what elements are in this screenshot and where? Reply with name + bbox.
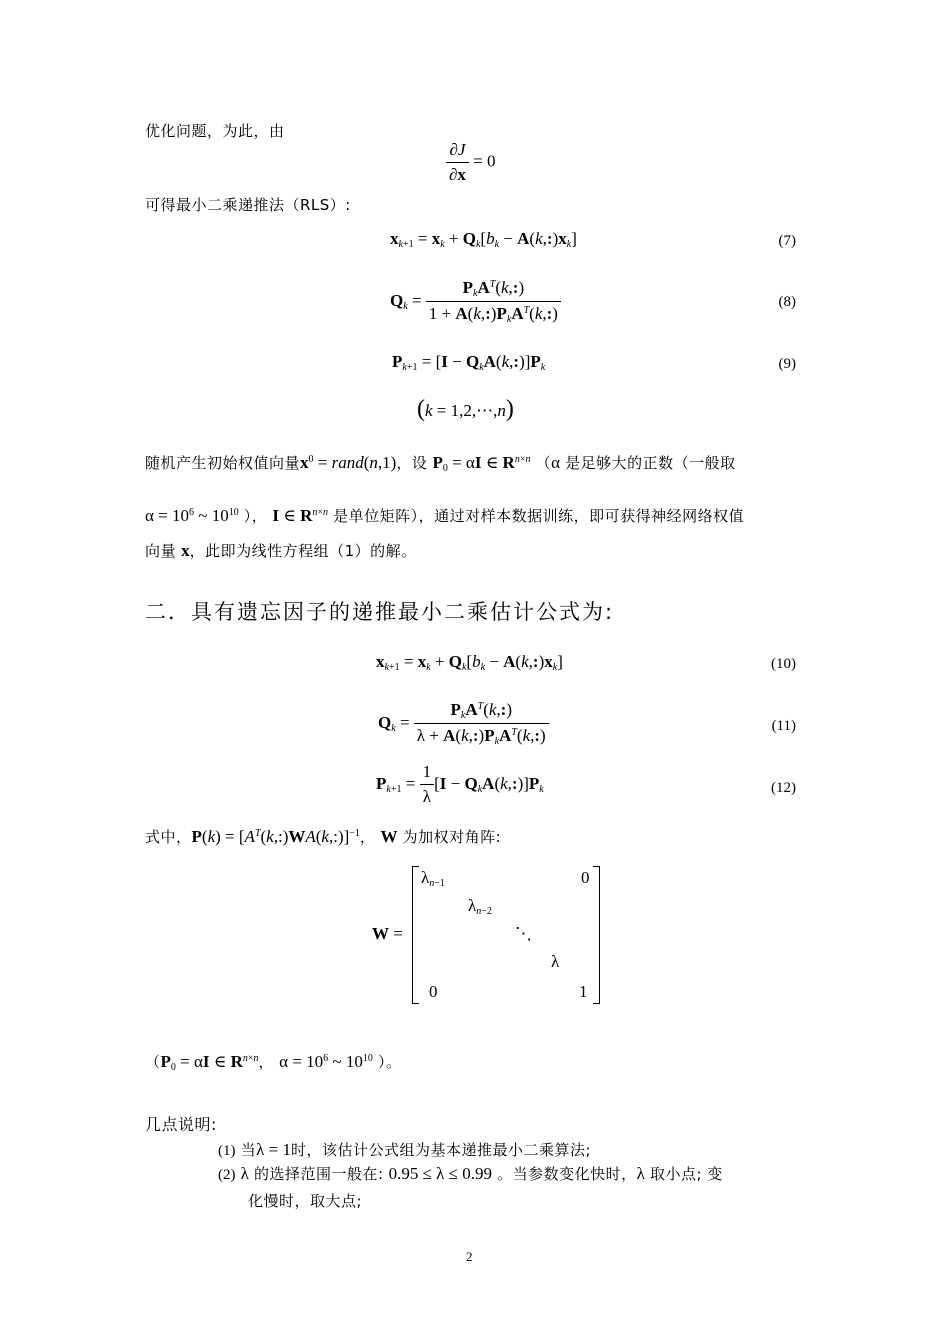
paragraph-initialization-line2: $\alpha = 10^6$ ~ $10^{10}$ ）， I ∈ $R^{n\times n}$ 是单位矩阵），通过对样本数据训练，即可获得神经网络权值 [145, 506, 745, 525]
matrix-entry: 0 [429, 982, 438, 1001]
equation-number: (9) [778, 356, 796, 372]
matrix-entry: $\lambda_{n-2}$ [468, 896, 492, 917]
equation-10: $x_{k+1} = x_k + Q_k[b_k$ − $A(k,:)x_k$] [376, 652, 563, 673]
equation-number: (8) [778, 294, 796, 310]
paragraph-initialization-line1: 随机产生初始权值向量$x^0$ = rand(n,1)，设 $P_0 = \alpha I$ ∈ $R^{n\times n}$ （α 是足够大的正数（一般取 [145, 453, 736, 474]
matrix-entry: λ [551, 952, 560, 971]
equation-7: $x_{k+1} = x_k + Q_k[b_k$ − $A(k,:)x_k$] [390, 229, 577, 250]
gradient-equation: $\frac{\partial J}{\partial x}$ = 0 [446, 140, 496, 185]
matrix-entry: 1 [579, 982, 588, 1001]
equation-number: (11) [771, 718, 796, 734]
matrix-entry: 0 [581, 868, 590, 887]
section-heading: 二．具有遗忘因子的递推最小二乘估计公式为: [145, 600, 615, 624]
equation-8: $Q_k$ = $\frac{P_kA^T(k,:)}{1 + A(k,:)P_kA^T(k,:)}$ [390, 278, 561, 325]
equation-9: $P_{k+1} = [I$ − $Q_kA(k,:)]P_k$ [392, 352, 546, 373]
matrix-entry: $\lambda_{n-1}$ [421, 868, 445, 889]
note-1: (1) 当λ = 1时，该估计公式组为基本递推最小二乘算法; [218, 1140, 592, 1159]
index-range: (k = 1,2,⋯,n) [417, 396, 514, 422]
equation-number: (7) [778, 233, 796, 249]
note-2: (2) λ 的选择范围一般在: 0.95 ≤ λ ≤ 0.99 。当参数变化快时，λ 取小点; 变 [218, 1164, 723, 1183]
paragraph-parameter-note: （$P_0 = \alpha I$ ∈ $R^{n\times n}$， $\alpha = 10^6$ ~ $10^{10}$ ）。 [145, 1052, 402, 1073]
matrix-label: W = [372, 924, 403, 943]
page-number: 2 [466, 1249, 473, 1264]
notes-title: 几点说明: [145, 1115, 217, 1134]
paragraph-weight-definition: 式中，$P(k) = [A^T(k,:)WA(k,:)]^{-1}$， W 为加权对角阵: [145, 827, 502, 846]
paragraph-rls-intro: 可得最小二乘递推法（RLS）: [145, 196, 351, 214]
note-2-continued: 化慢时，取大点; [248, 1192, 363, 1210]
weight-matrix [412, 866, 600, 1004]
equation-11: $Q_k$ = $\frac{P_kA^T(k,:)}{\lambda + A(k,:)P_kA^T(k,:)}$ [378, 700, 549, 747]
matrix-entry: ⋱ [515, 924, 532, 943]
paragraph-initialization-line3: 向量 x，此即为线性方程组（1）的解。 [145, 541, 417, 560]
equation-number: (10) [771, 656, 796, 672]
equation-number: (12) [771, 780, 796, 796]
paragraph-intro: 优化问题，为此，由 [145, 122, 285, 140]
equation-12: $P_{k+1}$ = $\frac{1}{\lambda}$ $[I - Q_kA(k,:)]P_k$ [376, 762, 544, 806]
